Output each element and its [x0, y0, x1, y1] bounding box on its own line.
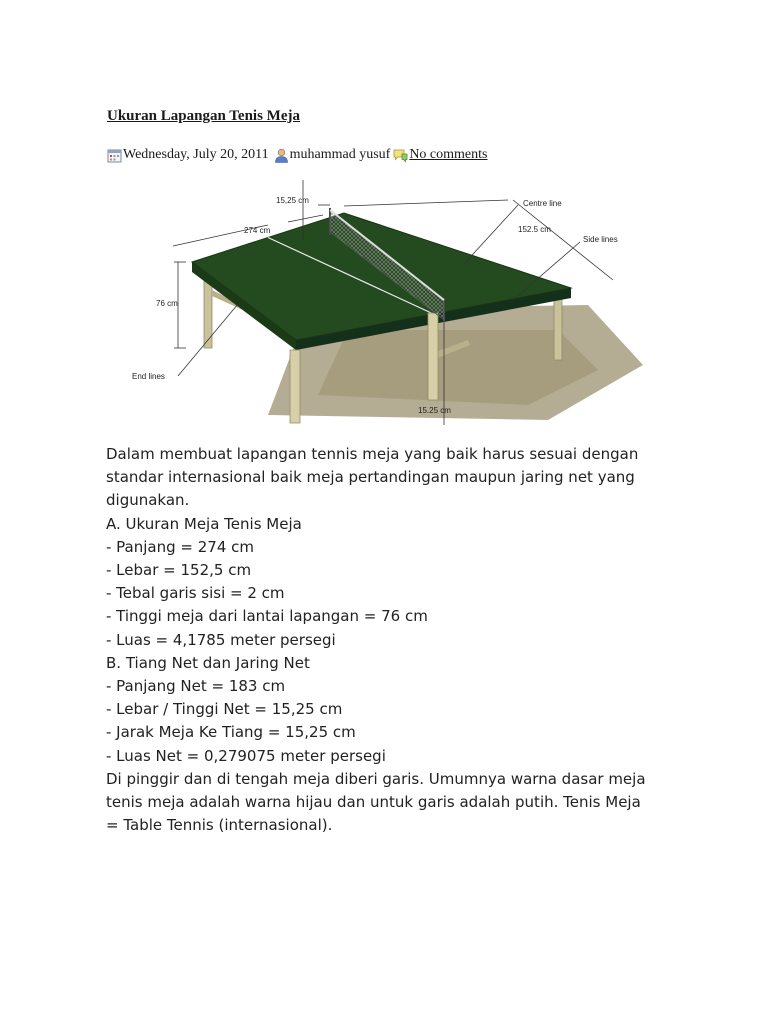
label-end-lines: End lines [132, 372, 165, 381]
list-item: - Tebal garis sisi = 2 cm [106, 584, 285, 603]
list-item: - Panjang Net = 183 cm [106, 677, 286, 696]
calendar-icon [107, 148, 122, 163]
list-item: - Luas = 4,1785 meter persegi [106, 630, 336, 649]
label-side-lines: Side lines [583, 235, 618, 244]
list-item: - Luas Net = 0,279075 meter persegi [106, 746, 386, 765]
text-line: Di pinggir dan di tengah meja diberi garis. Umumnya warna dasar meja [106, 769, 646, 788]
text-line: standar internasional baik meja pertandingan maupun jaring net yang [106, 468, 635, 487]
section-heading-a: A. Ukuran Meja Tenis Meja [106, 514, 302, 533]
comments-link[interactable]: No comments [409, 147, 488, 162]
post-author: muhammad yusuf [289, 147, 391, 162]
article-body [106, 443, 666, 837]
table-leg [204, 280, 212, 348]
table-tennis-diagram [118, 180, 648, 425]
label-width: 152.5 cm [518, 225, 551, 234]
text-line: Dalam membuat lapangan tennis meja yang baik harus sesuai dengan [106, 445, 639, 463]
list-item: - Lebar = 152,5 cm [106, 561, 252, 580]
label-net-bottom: 15.25 cm [418, 406, 451, 415]
list-item: - Lebar / Tinggi Net = 15,25 cm [106, 700, 343, 719]
label-height: 76 cm [156, 299, 178, 308]
table-leg [554, 292, 562, 360]
list-item: - Tinggi meja dari lantai lapangan = 76 cm [106, 607, 428, 626]
comment-icon [393, 148, 408, 163]
post-title: Ukuran Lapangan Tenis Meja [107, 108, 300, 124]
post-meta [107, 146, 487, 164]
section-heading-b: B. Tiang Net dan Jaring Net [106, 653, 310, 672]
label-centre-line: Centre line [523, 199, 562, 208]
post-date: Wednesday, July 20, 2011 [123, 147, 269, 162]
user-icon [274, 148, 289, 163]
text-line: digunakan. [106, 491, 190, 510]
table-leg [290, 350, 300, 423]
label-net-top: 15,25 cm [276, 196, 309, 205]
table-leg [428, 313, 438, 400]
list-item: - Jarak Meja Ke Tiang = 15,25 cm [106, 723, 356, 742]
text-line: tenis meja adalah warna hijau dan untuk garis adalah putih. Tenis Meja [106, 793, 641, 812]
label-length: 274 cm [244, 226, 271, 235]
text-line: = Table Tennis (internasional). [106, 816, 333, 835]
list-item: - Panjang = 274 cm [106, 537, 255, 556]
